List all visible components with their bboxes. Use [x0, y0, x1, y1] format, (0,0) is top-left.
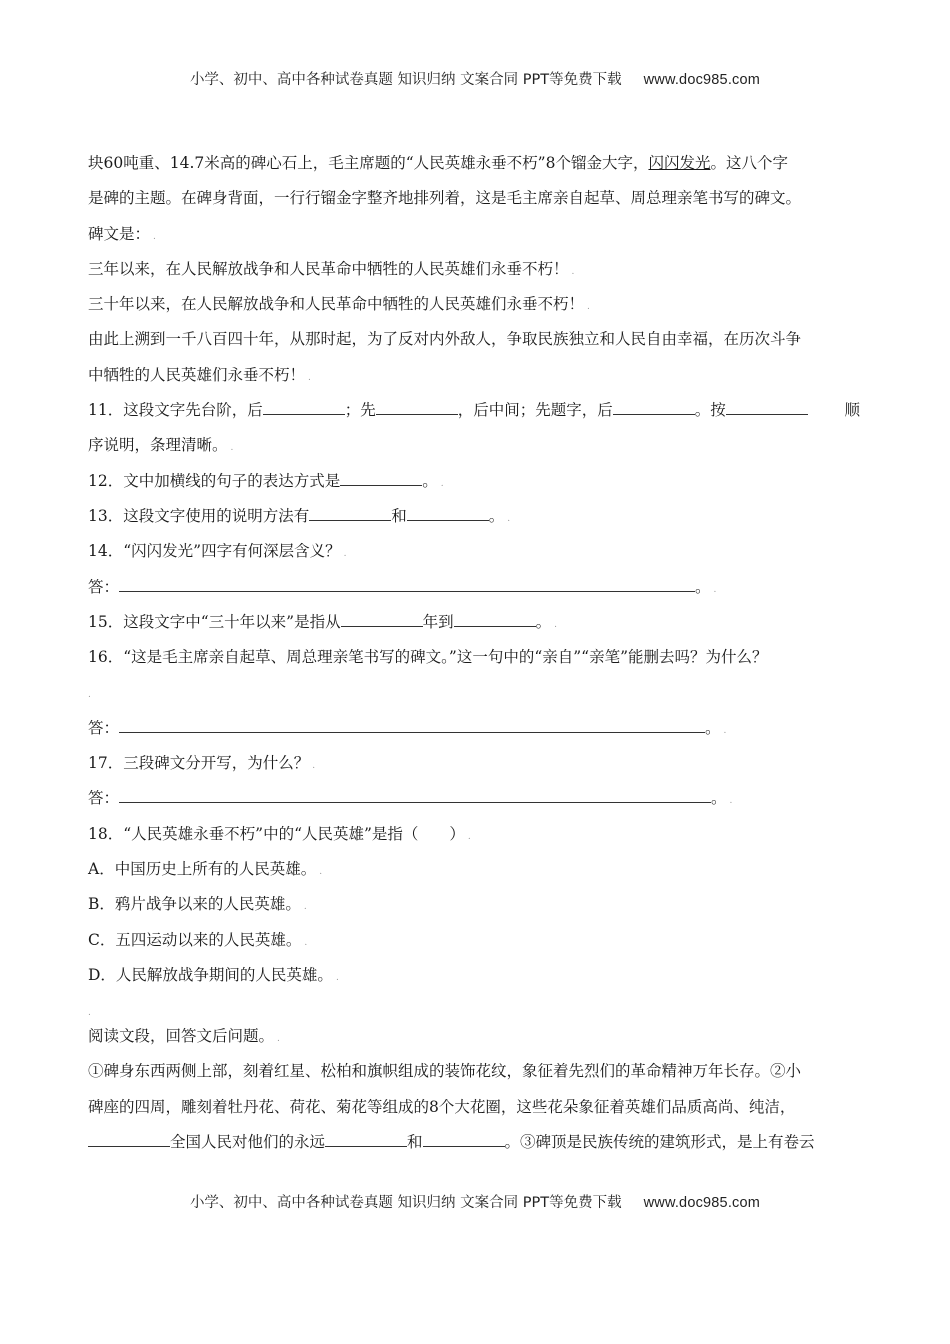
- inscription-line: 由此上溯到一千八百四十年，从那时起，为了反对内外敌人，争取民族独立和人民自由幸福，在历次斗争: [88, 330, 802, 349]
- spacer-mark: .: [88, 690, 91, 701]
- document-body: [88, 146, 860, 1160]
- answer-blank[interactable]: [613, 397, 695, 415]
- answer-blank[interactable]: [376, 397, 458, 415]
- footer-text: 小学、初中、高中各种试卷真题 知识归纳 文案合同 PPT等免费下载: [189, 1195, 622, 1211]
- question-11-cont: 序说明，条理清晰。 .: [88, 436, 234, 455]
- option-a[interactable]: A．中国历史上所有的人民英雄。 .: [88, 859, 323, 878]
- header-url[interactable]: www.doc985.com: [643, 72, 761, 88]
- answer-blank[interactable]: [341, 609, 423, 627]
- footer-url[interactable]: www.doc985.com: [643, 1195, 761, 1211]
- passage-line: 块60吨重、14.7米高的碑心石上，毛主席题的“人民英雄永垂不朽”8个镏金大字，闪闪发光。这八个字: [88, 154, 788, 172]
- section-gap: .: [88, 1008, 91, 1019]
- question-16: 16．“这是毛主席亲自起草、周总理亲笔书写的碑文。”这一句中的“亲自”“亲笔”能删去吗？为什么？: [88, 648, 768, 667]
- reading-instruction: 阅读文段，回答文后问题。 .: [88, 1027, 280, 1046]
- answer-blank[interactable]: [340, 468, 422, 486]
- answer-blank[interactable]: [263, 397, 345, 415]
- answer-line-14: 答： 。 .: [88, 570, 860, 605]
- reading-line: 碑座的四周，雕刻着牡丹花、荷花、菊花等组成的8个大花圈，这些花朵象征着英雄们品质高尚、纯洁，: [88, 1097, 796, 1116]
- underlined-phrase: 闪闪发光: [648, 154, 711, 172]
- passage-line: 是碑的主题。在碑身背面，一行行镏金字整齐地排列着，这是毛主席亲自起草、周总理亲笔书写的碑文。: [88, 189, 802, 208]
- page-header: [0, 68, 950, 89]
- answer-blank[interactable]: [454, 609, 536, 627]
- answer-blank[interactable]: [309, 503, 391, 521]
- answer-blank[interactable]: [119, 715, 705, 733]
- page-footer: [0, 1191, 950, 1212]
- question-14: 14．“闪闪发光”四字有何深层含义？ .: [88, 542, 347, 561]
- answer-line-16: 答： 。 .: [88, 711, 860, 746]
- question-15: 15．这段文字中“三十年以来”是指从 年到 。 .: [88, 605, 860, 640]
- inscription-line: 中牺牲的人民英雄们永垂不朽！ .: [88, 365, 311, 384]
- option-d[interactable]: D．人民解放战争期间的人民英雄。 .: [88, 965, 339, 984]
- option-c[interactable]: C．五四运动以来的人民英雄。 .: [88, 930, 308, 949]
- answer-blank[interactable]: [423, 1129, 505, 1147]
- header-text: 小学、初中、高中各种试卷真题 知识归纳 文案合同 PPT等免费下载: [189, 72, 622, 88]
- answer-blank[interactable]: [119, 785, 711, 803]
- option-b[interactable]: B．鸦片战争以来的人民英雄。 .: [88, 895, 307, 914]
- question-12: 12．文中加横线的句子的表达方式是 。 .: [88, 464, 860, 499]
- question-18: 18．“人民英雄永垂不朽”中的“人民英雄”是指（ ） .: [88, 824, 471, 843]
- answer-blank[interactable]: [325, 1129, 407, 1147]
- answer-blank[interactable]: [88, 1129, 170, 1147]
- reading-line: ①碑身东西两侧上部，刻着红星、松柏和旗帜组成的装饰花纹，象征着先烈们的革命精神万年长存。②小: [88, 1062, 802, 1081]
- question-11: 11．这段文字先台阶，后 ；先 ，后中间；先题字，后 。按 顺: [88, 393, 860, 428]
- question-17: 17．三段碑文分开写，为什么？ .: [88, 754, 316, 773]
- answer-blank[interactable]: [119, 574, 695, 592]
- answer-line-17: 答： 。 .: [88, 781, 860, 816]
- answer-blank[interactable]: [726, 397, 808, 415]
- answer-blank[interactable]: [407, 503, 489, 521]
- question-13: 13．这段文字使用的说明方法有 和 。 .: [88, 499, 860, 534]
- reading-line: 全国人民对他们的永远 和 。③碑顶是民族传统的建筑形式，是上有卷云: [88, 1125, 860, 1160]
- passage-line: 碑文是： .: [88, 224, 156, 243]
- inscription-line: 三十年以来，在人民解放战争和人民革命中牺牲的人民英雄们永垂不朽！ .: [88, 295, 590, 314]
- inscription-line: 三年以来，在人民解放战争和人民革命中牺牲的人民英雄们永垂不朽！ .: [88, 259, 575, 278]
